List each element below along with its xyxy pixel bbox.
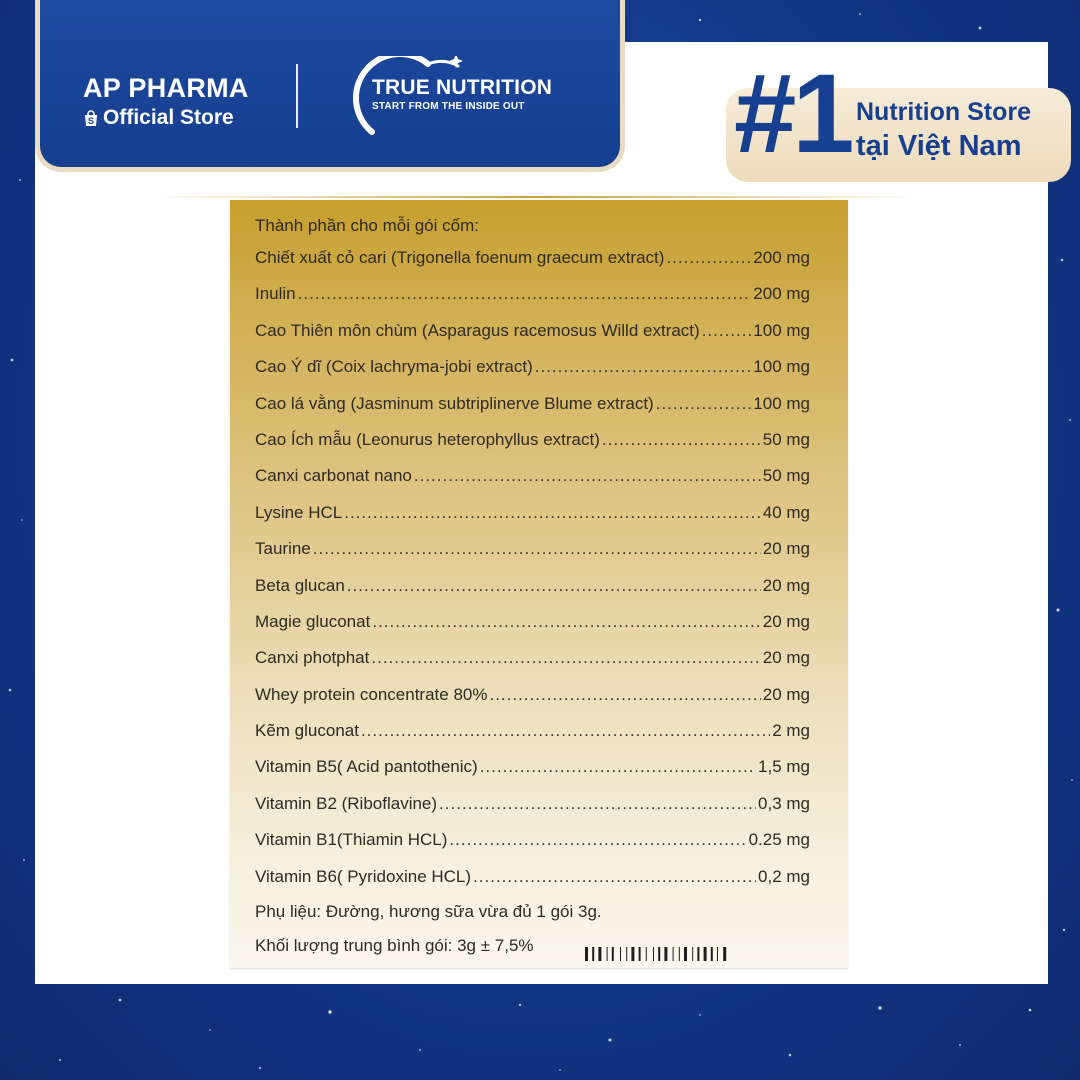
ingredient-amount: 100 mg xyxy=(753,357,810,377)
ingredient-row xyxy=(255,495,810,531)
dot-leader xyxy=(298,276,752,312)
ingredient-name: Whey protein concentrate 80% xyxy=(255,684,488,704)
dot-leader xyxy=(489,677,760,713)
ingredient-amount: 2 mg xyxy=(772,721,810,741)
ingredient-amount: 40 mg xyxy=(762,502,810,522)
ingredient-name: Vitamin B6( Pyridoxine HCL) xyxy=(255,866,472,886)
ingredient-label xyxy=(230,200,848,968)
shopping-bag-icon xyxy=(83,110,99,127)
ingredient-row xyxy=(255,859,810,895)
official-store-line xyxy=(83,106,249,130)
ingredient-amount: 100 mg xyxy=(753,393,810,413)
ingredient-row xyxy=(255,422,810,458)
dot-leader xyxy=(535,349,752,385)
dot-leader xyxy=(313,531,761,567)
ingredient-row xyxy=(255,749,810,785)
ingredient-amount: 20 mg xyxy=(762,684,810,704)
ingredient-name: Taurine xyxy=(255,539,311,559)
ingredient-amount: 20 mg xyxy=(762,648,810,668)
ingredient-amount: 200 mg xyxy=(753,284,810,304)
ingredient-name: Cao Ý dĩ (Coix lachryma-jobi extract) xyxy=(255,357,533,377)
store-subtitle: Official Store xyxy=(103,106,234,129)
ingredient-name: Magie gluconat xyxy=(255,611,371,631)
excipients-text: Phụ liệu: Đường, hương sữa vừa đủ 1 gói 3g. xyxy=(255,902,602,922)
dot-leader xyxy=(656,386,752,422)
ingredient-row xyxy=(255,313,810,349)
weight-text: Khối lượng trung bình gói: 3g ± 7,5% xyxy=(255,936,534,956)
ingredient-name: Canxi carbonat nano xyxy=(255,466,412,486)
svg-text:S: S xyxy=(87,115,95,126)
dot-leader xyxy=(344,495,761,531)
ingredient-amount: 1,5 mg xyxy=(758,757,810,777)
header-divider xyxy=(296,64,298,128)
ranking-badge xyxy=(726,51,1071,182)
store-name-block xyxy=(83,73,249,130)
dot-leader xyxy=(702,313,752,349)
ingredient-row xyxy=(255,568,810,604)
ingredient-name: Canxi photphat xyxy=(255,648,370,668)
ingredient-row xyxy=(255,786,810,822)
ingredient-row xyxy=(255,640,810,676)
badge-number: #1 xyxy=(734,51,851,176)
brand-logo xyxy=(332,56,562,136)
ingredient-list xyxy=(255,212,810,963)
ingredient-name: Vitamin B5( Acid pantothenic) xyxy=(255,757,478,777)
ingredient-amount: 0.25 mg xyxy=(748,830,810,850)
ingredient-row xyxy=(255,458,810,494)
ingredient-name: Vitamin B1(Thiamin HCL) xyxy=(255,830,448,850)
ingredient-row xyxy=(255,276,810,312)
brand-name: TRUE NUTRITION xyxy=(372,76,553,99)
ingredient-amount: 50 mg xyxy=(762,466,810,486)
dot-leader xyxy=(602,422,761,458)
dot-leader xyxy=(372,604,760,640)
dot-leader xyxy=(473,859,756,895)
store-name: AP PHARMA xyxy=(83,73,249,103)
dot-leader xyxy=(666,240,751,276)
ingredient-row xyxy=(255,386,810,422)
ingredient-name: Lysine HCL xyxy=(255,502,343,522)
dot-leader xyxy=(414,458,761,494)
dot-leader xyxy=(439,786,756,822)
barcode-image xyxy=(583,945,828,963)
ingredient-name: Chiết xuất cỏ cari (Trigonella foenum graecum extract) xyxy=(255,248,665,267)
label-edge-line xyxy=(150,196,920,198)
ingredient-name: Kẽm gluconat xyxy=(255,721,359,741)
ingredient-amount: 50 mg xyxy=(762,429,810,449)
ingredient-amount: 20 mg xyxy=(762,611,810,631)
dot-leader xyxy=(371,640,760,676)
ingredient-row xyxy=(255,604,810,640)
ingredient-row xyxy=(255,677,810,713)
ingredient-row xyxy=(255,713,810,749)
ingredient-amount: 100 mg xyxy=(753,320,810,340)
ingredient-row xyxy=(255,531,810,567)
ingredient-heading: Thành phần cho mỗi gói cốm: xyxy=(255,216,479,235)
dot-leader xyxy=(449,822,746,858)
ingredient-name: Cao Thiên môn chùm (Asparagus racemosus Willd extract) xyxy=(255,320,700,340)
dot-leader xyxy=(480,749,756,785)
ingredient-amount: 20 mg xyxy=(762,575,810,595)
brand-tagline: START FROM THE INSIDE OUT xyxy=(372,101,525,112)
ingredient-name: Cao Ích mẫu (Leonurus heterophyllus extract) xyxy=(255,429,600,449)
badge-line-2: tại Việt Nam xyxy=(856,130,1022,162)
ingredient-name: Inulin xyxy=(255,284,296,304)
ingredient-amount: 0,2 mg xyxy=(758,866,810,886)
dot-leader xyxy=(347,568,761,604)
ingredient-amount: 0,3 mg xyxy=(758,793,810,813)
ingredient-row xyxy=(255,349,810,385)
ingredient-row xyxy=(255,240,810,276)
ingredient-amount: 20 mg xyxy=(762,539,810,559)
ingredient-row xyxy=(255,822,810,858)
ingredient-name: Beta glucan xyxy=(255,575,345,595)
ingredient-amount: 200 mg xyxy=(753,248,810,267)
dot-leader xyxy=(361,713,770,749)
ingredient-name: Cao lá vằng (Jasminum subtriplinerve Blume extract) xyxy=(255,393,654,413)
ingredient-name: Vitamin B2 (Riboflavine) xyxy=(255,793,438,813)
badge-line-1: Nutrition Store xyxy=(856,98,1031,126)
